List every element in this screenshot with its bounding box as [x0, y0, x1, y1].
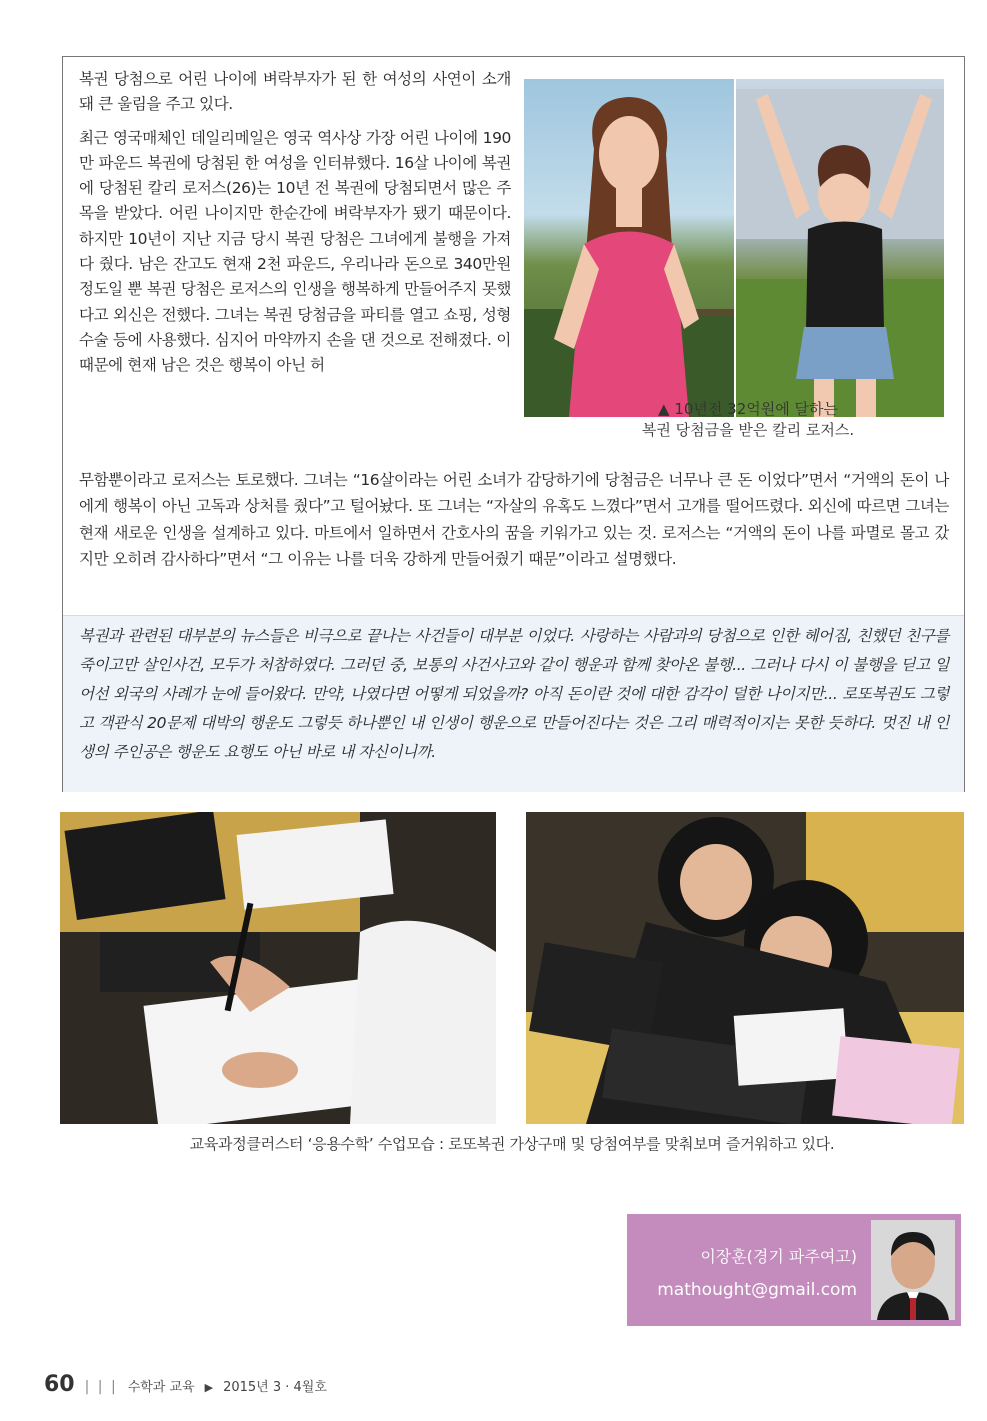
article-intro: 복권 당첨으로 어린 나이에 벼락부자가 된 한 여성의 사연이 소개돼 큰 울림을 주고 있다.: [79, 70, 511, 114]
class-photo-computer: [526, 812, 964, 1124]
arrow-right-icon: ▶: [204, 1381, 214, 1394]
winner-photo-portrait: [524, 79, 734, 417]
article-box: [62, 56, 965, 792]
author-photo: [871, 1220, 955, 1320]
page-footer: [44, 1372, 327, 1402]
class-photos-caption: 교육과정클러스터 ‘응용수학’ 수업모습 : 로또복권 가상구매 및 당첨여부를 맞춰보며 즐거워하고 있다.: [189, 1135, 835, 1153]
issue-label: 2015년 3 · 4월호: [223, 1380, 327, 1395]
photo-caption-line1: ▲ 10년전 32억원에 달하는: [658, 400, 838, 418]
photo-caption-line2: 복권 당첨금을 받은 칼리 로저스.: [641, 421, 855, 439]
lottery-winner-photos: [524, 79, 944, 417]
article-body-full: 무함뿐이라고 로저스는 토로했다. 그녀는 “16살이라는 어린 소녀가 감당하기에 당첨금은 너무나 큰 돈 이었다”면서 “거액의 돈이 나에게 행복이 아닌 고독과 상처를 줬다”고 털어놨다. 또 그녀는 “자살의 유혹도 느꼈다”면서 고개를 떨어뜨렸다. 외신에 따르면 그녀는 현재 새로운 인생을 설계하고 있다. 마트에서 일하면서 간호사의 꿈을 키워가고 있는 것. 로저스는 “거액의 돈이 나를 파멸로 몰고 갔지만 오히려 감사하다”면서 “그 이유는 나를 더욱 강하게 만들어줬기 때문”이라고 설명했다.: [79, 471, 949, 568]
footer-divider: | | |: [84, 1379, 118, 1395]
author-comment-box: [63, 615, 964, 792]
author-comment: 복권과 관련된 대부분의 뉴스들은 비극으로 끝나는 사건들이 대부분 이었다. 사랑하는 사람과의 당첨으로 인한 헤어짐, 친했던 친구를 죽이고만 살인사건, 모두가 처참하였다. 그러던 중, 보통의 사건사고와 같이 행운과 함께 찾아온 불행... 그러나 다시 이 불행을 딛고 일어선 외국의 사례가 눈에 들어왔다. 만약, 나였다면 어떻게 되었을까? 아직 돈이란 것에 대한 감각이 덜한 나이지만... 로또복권도 그렇고 객관식 20문제 대박의 행운도 그렇듯 하나뿐인 내 인생이 행운으로 만들어진다는 것은 그리 매력적이지는 못한 듯하다. 멋진 내 인생의 주인공은 행운도 요행도 아닌 바로 내 자신이니까.: [79, 627, 949, 761]
article-column: [79, 67, 511, 387]
page-number: 60: [44, 1372, 75, 1397]
article-body-column: 최근 영국매체인 데일리메일은 영국 역사상 가장 어린 나이에 190만 파운드 복권에 당첨된 한 여성을 인터뷰했다. 16살 나이에 복권에 당첨된 칼리 로저스(26)는 10년 전 복권에 당첨되면서 많은 주목을 받았다. 어린 나이지만 한순간에 벼락부자가 됐기 때문이다. 하지만 10년이 지난 지금 당시 복권 당첨은 그녀에게 불행을 가져다 줬다. 남은 잔고도 현재 2천 파운드, 우리나라 돈으로 340만원 정도일 뿐 복권 당첨은 로저스의 인생을 행복하게 만들어주지 못했다고 외신은 전했다. 그녀는 복권 당첨금을 파티를 열고 쇼핑, 성형수술 등에 사용했다. 심지어 마약까지 손을 댄 것으로 전해졌다. 이 때문에 현재 남은 것은 행복이 아닌 허: [79, 128, 511, 375]
class-photo-writing: [60, 812, 496, 1124]
winner-photo-jumping: [736, 79, 944, 417]
author-email: mathought@gmail.com: [657, 1280, 857, 1300]
author-name: 이장훈(경기 파주여고): [700, 1247, 857, 1266]
author-card: [627, 1214, 961, 1326]
magazine-name: 수학과 교육: [127, 1380, 195, 1395]
photo-caption: [538, 399, 958, 441]
